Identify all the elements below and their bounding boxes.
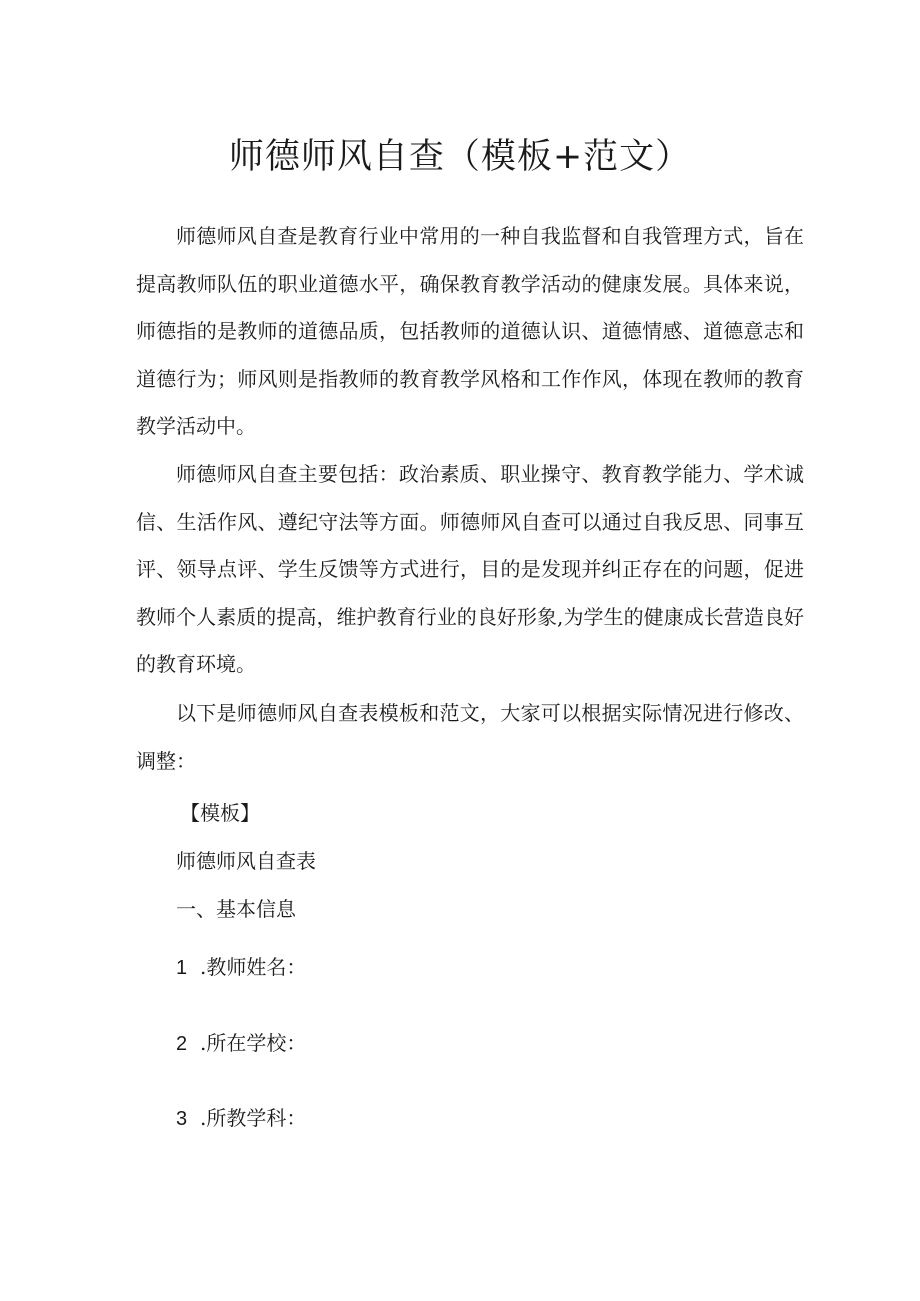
content-paragraph: 师德师风自查主要包括：政治素质、职业操守、教育教学能力、学术诚信、生活作风、遵纪守法等方面。师德师风自查可以通过自我反思、同事互评、领导点评、学生反馈等方式进行，目的是发现并纠正存在的问题，促进教师个人素质的提高，维护教育行业的良好形象,为学生的健康成长营造良好的教育环境。 bbox=[136, 462, 804, 676]
field-label: .所教学科： bbox=[200, 1106, 307, 1130]
field-school bbox=[176, 1027, 306, 1060]
field-number: 2 bbox=[176, 1033, 188, 1055]
document-title: 师德师风自查（模板+范文） bbox=[228, 137, 692, 177]
section-heading: 一、基本信息 bbox=[176, 897, 296, 921]
table-title: 师德师风自查表 bbox=[176, 849, 316, 873]
field-number: 3 bbox=[176, 1108, 188, 1130]
field-subject bbox=[176, 1102, 306, 1135]
template-label: 【模板】 bbox=[180, 801, 260, 825]
field-number: 1 bbox=[176, 957, 188, 979]
field-teacher-name bbox=[176, 951, 306, 984]
lead-in-paragraph: 以下是师德师风自查表模板和范文，大家可以根据实际情况进行修改、调整： bbox=[136, 701, 804, 773]
intro-paragraph: 师德师风自查是教育行业中常用的一种自我监督和自我管理方式，旨在提高教师队伍的职业道德水平，确保教育教学活动的健康发展。具体来说，师德指的是教师的道德品质，包括教师的道德认识、道德情感、道德意志和道德行为；师风则是指教师的教育教学风格和工作作风，体现在教师的教育教学活动中。 bbox=[136, 224, 804, 438]
field-label: .教师姓名： bbox=[200, 955, 307, 979]
field-label: .所在学校： bbox=[200, 1031, 307, 1055]
